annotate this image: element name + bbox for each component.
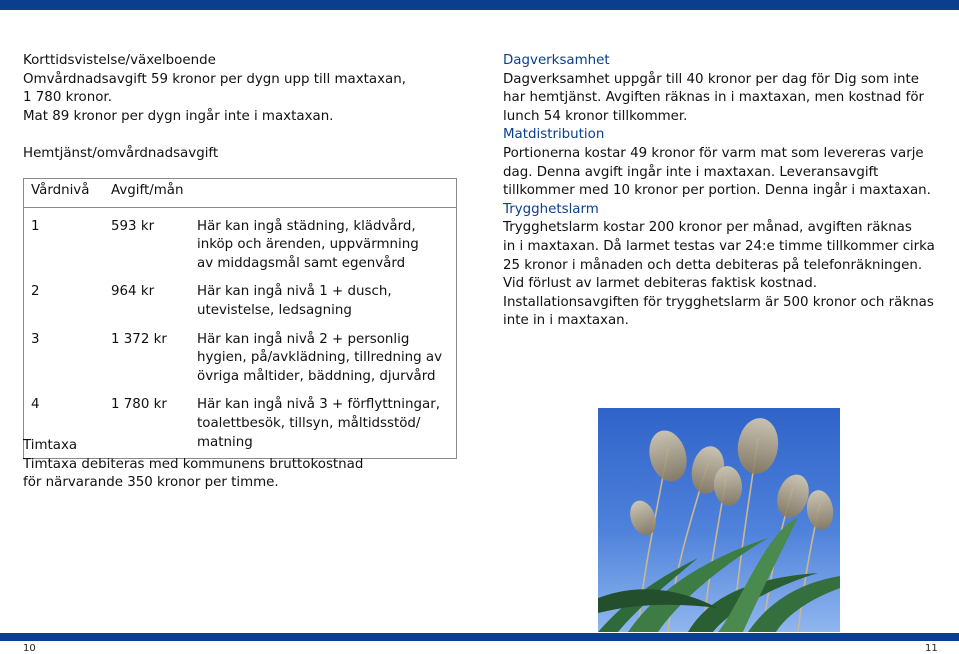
description-line: Här kan ingå nivå 1 + dusch, <box>197 284 392 300</box>
meals-line: Portionerna kostar 49 kronor för varm mat som levereras varje <box>503 145 924 161</box>
level-description <box>197 207 457 273</box>
description-line: toalettbesök, tillsyn, måltidsstöd/ <box>197 415 421 431</box>
care-level: 2 <box>31 284 40 300</box>
description-line: Här kan ingå nivå 2 + personlig <box>197 331 410 347</box>
reed-photo <box>598 408 840 632</box>
hourly-rate-section <box>23 437 463 493</box>
description-line: Här kan ingå städning, klädvård, <box>197 218 416 234</box>
table-row <box>24 321 457 387</box>
right-column <box>503 52 953 331</box>
day-care-heading: Dagverksamhet <box>503 53 610 68</box>
alarm-line: 25 kronor i månaden och detta debiteras på telefonräkningen. <box>503 257 923 273</box>
monthly-fee: 964 kr <box>111 284 155 300</box>
bottom-brand-bar <box>0 633 959 641</box>
monthly-fee: 1 372 kr <box>111 331 167 347</box>
header-monthly-fee: Avgift/mån <box>111 179 197 208</box>
hourly-line: Timtaxa debiteras med kommunens bruttokostnad <box>23 456 364 472</box>
care-level: 3 <box>31 331 40 347</box>
description-line: inköp och ärenden, uppvärmning <box>197 237 419 253</box>
table-header-row <box>24 179 457 208</box>
level-description <box>197 273 457 320</box>
alarm-line: Trygghetslarm kostar 200 kronor per månad, avgiften räknas <box>503 220 912 236</box>
left-column <box>23 52 463 164</box>
short-stay-line: Mat 89 kronor per dygn ingår inte i maxtaxan. <box>23 108 334 124</box>
short-stay-heading: Korttidsvistelse/växelboende <box>23 53 216 68</box>
page-number-left: 10 <box>23 643 36 654</box>
care-level-table <box>23 178 457 459</box>
meals-line: dag. Denna avgift ingår inte i maxtaxan. Leveransavgift <box>503 164 879 180</box>
page-number-right: 11 <box>925 643 938 654</box>
hourly-heading: Timtaxa <box>23 438 78 453</box>
alarm-line: Vid förlust av larmet debiteras faktisk kostnad. <box>503 276 817 292</box>
description-line: utevistelse, ledsagning <box>197 302 352 318</box>
day-care-line: lunch 54 kronor tillkommer. <box>503 108 688 124</box>
description-line: övriga måltider, bäddning, djurvård <box>197 368 436 384</box>
installation-line: Installationsavgiften för trygghetslarm är 500 kronor och räknas <box>503 294 934 310</box>
monthly-fee: 593 kr <box>111 218 155 234</box>
short-stay-line: 1 780 kronor. <box>23 90 112 106</box>
home-care-heading: Hemtjänst/omvårdnadsavgift <box>23 145 219 161</box>
table-row <box>24 207 457 273</box>
level-description <box>197 321 457 387</box>
care-level: 4 <box>31 397 40 413</box>
day-care-line: Dagverksamhet uppgår till 40 kronor per dag för Dig som inte <box>503 71 919 87</box>
description-line: hygien, på/avklädning, tillredning av <box>197 350 443 366</box>
hourly-line: för närvarande 350 kronor per timme. <box>23 475 279 491</box>
installation-line: inte in i maxtaxan. <box>503 313 629 329</box>
monthly-fee: 1 780 kr <box>111 397 167 413</box>
reed-illustration <box>598 408 840 632</box>
header-care-level: Vårdnivå <box>24 179 112 208</box>
alarm-heading: Trygghetslarm <box>503 201 599 217</box>
day-care-line: har hemtjänst. Avgiften räknas in i maxtaxan, men kostnad för <box>503 90 925 106</box>
alarm-line: in i maxtaxan. Då larmet testas var 24:e timme tillkommer cirka <box>503 238 935 254</box>
description-line: Här kan ingå nivå 3 + förflyttningar, <box>197 397 440 413</box>
top-brand-bar <box>0 0 959 10</box>
meals-line: tillkommer med 10 kronor per portion. Denna ingår i maxtaxan. <box>503 183 931 199</box>
meals-heading: Matdistribution <box>503 127 605 143</box>
short-stay-line: Omvårdnadsavgift 59 kronor per dygn upp till maxtaxan, <box>23 71 406 87</box>
description-line: matning <box>197 434 253 450</box>
description-line: av middagsmål samt egenvård <box>197 255 406 271</box>
care-level: 1 <box>31 218 40 234</box>
table-row <box>24 273 457 320</box>
header-description <box>197 179 457 208</box>
